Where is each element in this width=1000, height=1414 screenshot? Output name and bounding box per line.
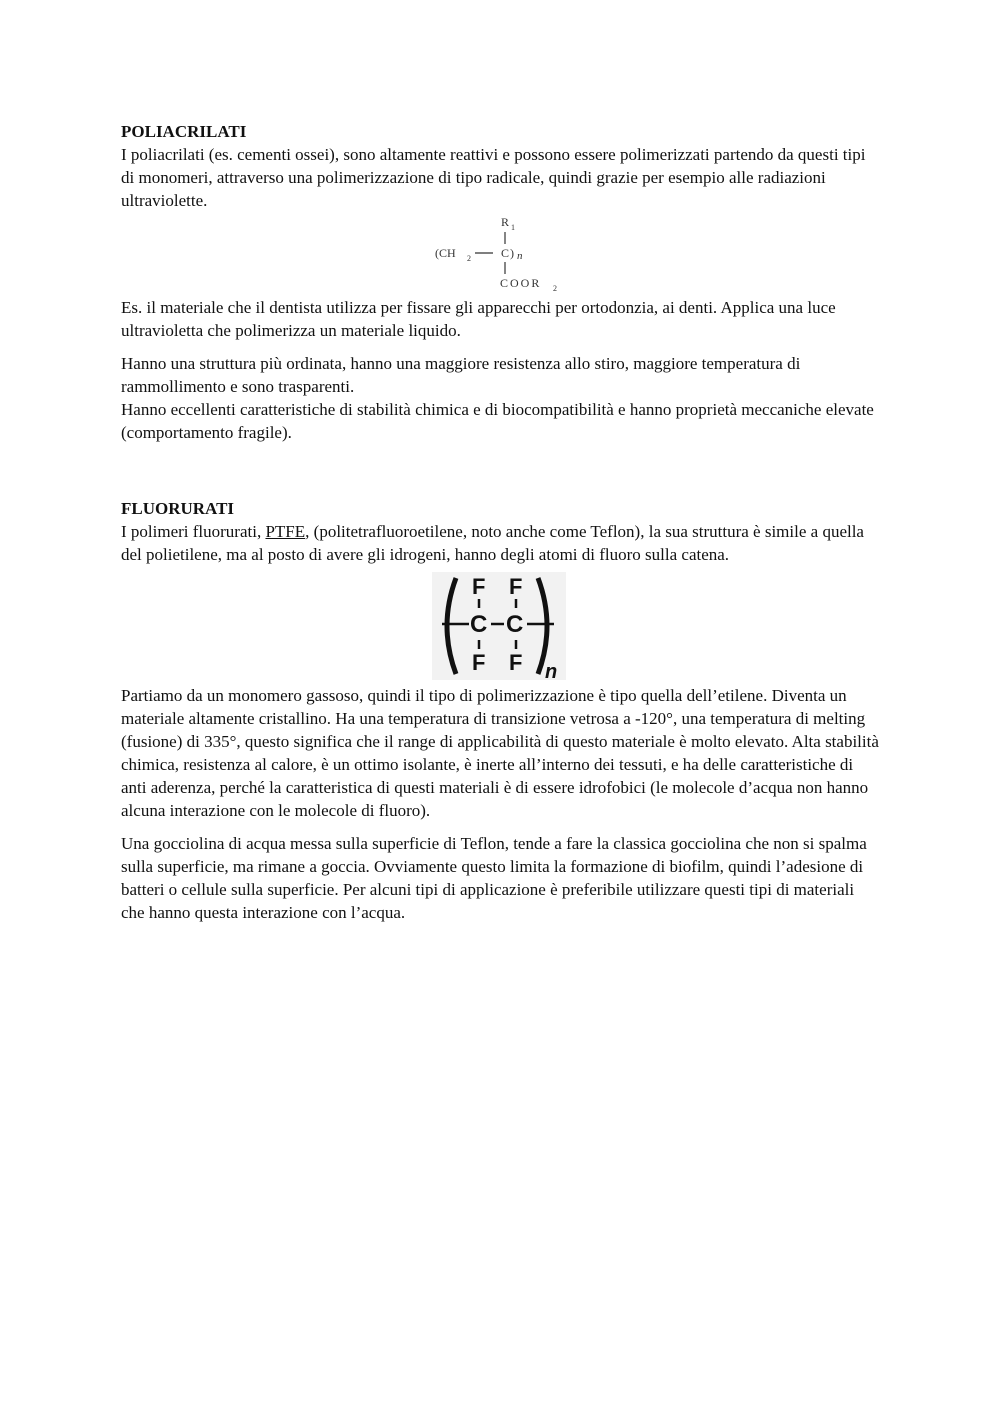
ptfe-c-right: C [506, 611, 524, 638]
formula-n: n [517, 250, 523, 262]
ptfe-n: n [545, 661, 558, 680]
fluorurati-paragraph-2: Una gocciolina di acqua messa sulla superficie di Teflon, tende a fare la classica gocciolina che non si spalma sulla superficie, ma rimane a goccia. Ovviamente questo limita la formazione di biofilm, quindi l’adesione di batteri o cellule sulla superficie. Per alcuni tipi di applicazione è preferibile utilizzare questi tipi di materiali che hanno questa interazione con l’acqua. [121, 834, 867, 922]
ptfe-f-top-left: F [472, 574, 486, 599]
fluorurati-intro-pre: I polimeri fluorurati, [121, 522, 266, 541]
ptfe-f-top-right: F [509, 574, 523, 599]
fluorurati-paragraph-1: Partiamo da un monomero gassoso, quindi il tipo di polimerizzazione è tipo quella dell’etilene. Diventa un materiale altamente cristallino. Ha una temperatura di transizione vetrosa a -120°, una temperatura di melting (fusione) di 335°, questo significa che il range di applicabilità di questo materiale è molto elevato. Alta stabilità chimica, resistenza al calore, è un ottimo isolante, è inerte all’interno dei tessuti, e ha delle caratteristiche di anti aderenza, perché la caratteristica di questi materiali è di essere idrofobici (le molecole d’acqua non hanno alcuna interazione con le molecole di fluoro). [121, 686, 879, 820]
fluorurati-intro-post: , (politetrafluoroetilene, noto anche come Teflon), la sua struttura è simile a quella del polietilene, ma al posto di avere gli idrogeni, hanno degli atomi di fluoro sulla catena. [121, 522, 864, 564]
ptfe-right-paren [538, 578, 547, 674]
formula-r1-sub: 1 [511, 223, 515, 232]
formula-carbon: C [501, 246, 510, 260]
ptfe-f-bottom-left: F [472, 650, 486, 675]
formula-ester: COOR [500, 276, 542, 290]
section-title-poliacrilati: POLIACRILATI [121, 122, 247, 141]
polyacrylate-formula [121, 212, 881, 296]
poliacrilati-paragraph-1: Es. il materiale che il dentista utilizza per fissare gli apparecchi per ortodonzia, ai denti. Applica una luce ultravioletta che polimerizza un materiale liquido. [121, 298, 836, 340]
ptfe-structure-diagram [432, 572, 566, 680]
ptfe-c-left: C [470, 611, 488, 638]
formula-r1: R [501, 215, 510, 229]
poliacrilati-intro: I poliacrilati (es. cementi ossei), sono altamente reattivi e possono essere polimerizzati partendo da questi tipi di monomeri, attraverso una polimerizzazione di tipo radicale, quindi grazie per esempio alle radiazioni ultraviolette. [121, 145, 866, 210]
formula-left: (CH [435, 246, 456, 260]
ptfe-f-bottom-right: F [509, 650, 523, 675]
fluorurati-intro [121, 520, 881, 566]
ptfe-structure-image [432, 572, 566, 680]
document-page [121, 120, 881, 924]
poliacrilati-paragraph-2b: Hanno eccellenti caratteristiche di stabilità chimica e di biocompatibilità e hanno proprietà meccaniche elevate (comportamento fragile). [121, 400, 874, 442]
ptfe-link[interactable]: PTFE [265, 522, 306, 541]
polyacrylate-structure-diagram [431, 212, 581, 296]
formula-ester-sub: 2 [553, 284, 557, 293]
ptfe-formula [121, 566, 881, 684]
formula-close: ) [510, 246, 514, 260]
poliacrilati-paragraph-2a: Hanno una struttura più ordinata, hanno una maggiore resistenza allo stiro, maggiore temperatura di rammollimento e sono trasparenti. [121, 354, 801, 396]
formula-ch2-sub: 2 [467, 254, 471, 263]
section-title-fluorurati: FLUORURATI [121, 499, 235, 518]
ptfe-left-paren [447, 578, 456, 674]
